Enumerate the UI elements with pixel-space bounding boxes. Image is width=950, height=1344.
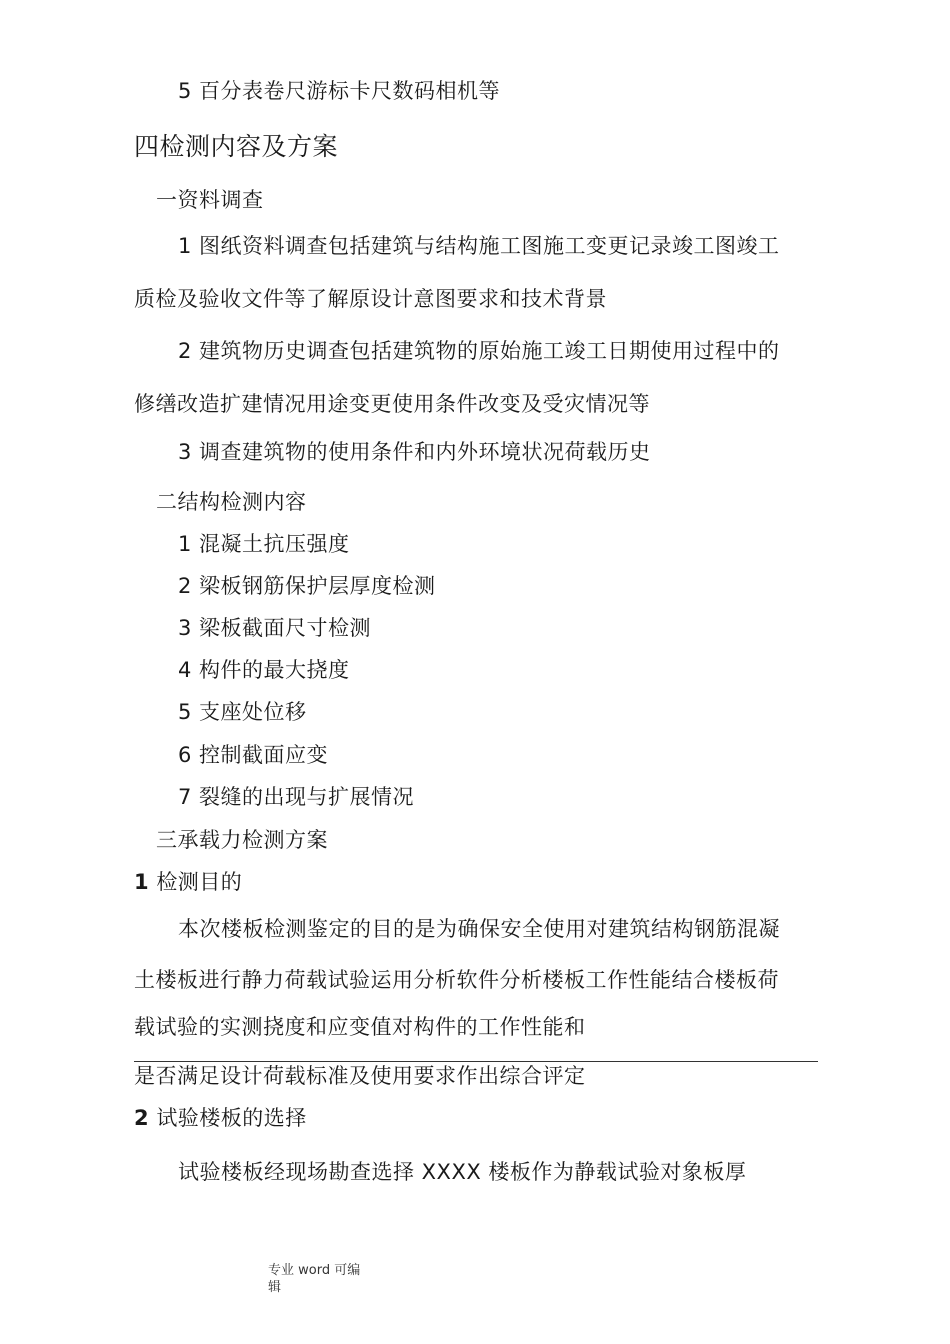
list-item: 5 支座处位移 — [178, 700, 307, 724]
subsection-heading: 三承载力检测方案 — [156, 828, 328, 852]
numbered-heading — [134, 867, 242, 897]
list-item: 6 控制截面应变 — [178, 743, 329, 767]
paragraph-line: 试验楼板经现场勘查选择 XXXX 楼板作为静载试验对象板厚 — [178, 1160, 747, 1184]
list-item: 3 梁板截面尺寸检测 — [178, 616, 372, 640]
paragraph-line: 修缮改造扩建情况用途变更使用条件改变及受灾情况等 — [134, 392, 650, 416]
paragraph-line: 土楼板进行静力荷载试验运用分析软件分析楼板工作性能结合楼板荷 — [134, 968, 779, 992]
section-heading: 四检测内容及方案 — [134, 132, 339, 161]
text-line: 5 百分表卷尺游标卡尺数码相机等 — [178, 79, 501, 103]
heading-text: 试验楼板的选择 — [156, 1106, 307, 1130]
numbered-heading — [134, 1103, 307, 1133]
heading-text: 检测目的 — [156, 870, 243, 894]
list-item: 2 梁板钢筋保护层厚度检测 — [178, 574, 436, 598]
footer-note: 专业 word 可编 — [268, 1263, 361, 1278]
paragraph-line: 是否满足设计荷载标准及使用要求作出综合评定 — [134, 1064, 586, 1088]
paragraph-line: 载试验的实测挠度和应变值对构件的工作性能和 — [134, 1015, 586, 1039]
subsection-heading: 一资料调查 — [156, 188, 264, 212]
subsection-heading: 二结构检测内容 — [156, 490, 307, 514]
heading-number: 1 — [134, 870, 150, 894]
list-item: 4 构件的最大挠度 — [178, 658, 350, 682]
footer-note: 辑 — [268, 1280, 282, 1295]
paragraph-line: 本次楼板检测鉴定的目的是为确保安全使用对建筑结构钢筋混凝 — [178, 917, 780, 941]
paragraph-line: 质检及验收文件等了解原设计意图要求和技术背景 — [134, 287, 607, 311]
paragraph-line: 3 调查建筑物的使用条件和内外环境状况荷载历史 — [178, 440, 651, 464]
paragraph-line: 1 图纸资料调查包括建筑与结构施工图施工变更记录竣工图竣工 — [178, 234, 780, 258]
list-item: 1 混凝土抗压强度 — [178, 532, 350, 556]
paragraph-line: 2 建筑物历史调查包括建筑物的原始施工竣工日期使用过程中的 — [178, 339, 780, 363]
heading-number: 2 — [134, 1106, 150, 1130]
list-item: 7 裂缝的出现与扩展情况 — [178, 785, 415, 809]
